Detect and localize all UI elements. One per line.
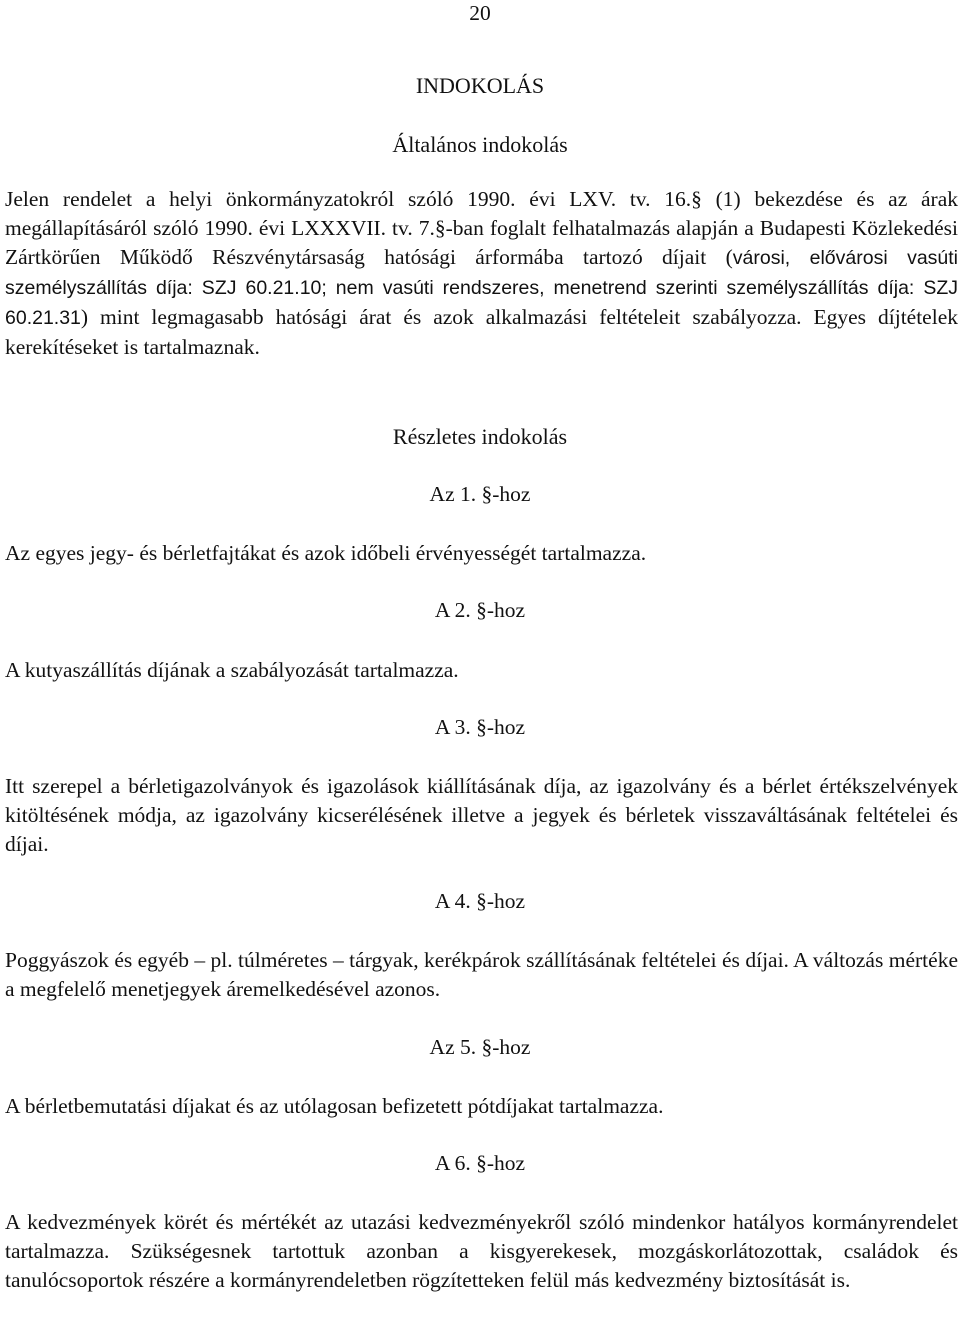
page-number: 20 — [469, 1, 491, 25]
general-heading: Általános indokolás — [392, 132, 568, 157]
detailed-heading: Részletes indokolás — [392, 424, 568, 449]
general-paragraph — [5, 185, 958, 362]
section-heading: A 2. §-hoz — [434, 598, 526, 622]
section-heading: Az 5. §-hoz — [429, 1035, 531, 1059]
general-paragraph-part1: Jelen rendelet a helyi önkormányzatokról szóló 1990. évi LXV. tv. 16.§ (1) bekezdése és az árak megállapításáról szóló 1990. évi LXXXVII. tv. 7.§-ban foglalt felhatalmazás alapján a Budapesti Közlekedési Zártkörűen Működő Részvénytársaság hatósági árformába tartozó díjait ( — [5, 187, 958, 269]
section-heading: A 6. §-hoz — [434, 1151, 526, 1175]
section-heading: A 3. §-hoz — [434, 715, 526, 739]
section-text: Poggyászok és egyéb – pl. túlméretes – tárgyak, kerékpárok szállításának feltételei és díjai. A változás mértéke a megfelelő menetjegyek áremelkedésével azonos. — [5, 948, 958, 1001]
general-paragraph-part2: városi, elővárosi vasúti személyszállítás díja: SZJ 60.21.10; nem vasúti rendszeres, menetrend szerinti személyszállítás díja: SZJ 60.21.31 — [5, 247, 959, 329]
section-text: A kedvezmények körét és mértékét az utazási kedvezményekről szóló mindenkor hatályos kormányrendelet tartalmazza. Szükségesnek tartottuk azonban a kisgyerekesek, mozgáskorlátozottak, családok és tanulócsoportok részére a kormányrendeletben rögzítetteken felül más kedvezmény biztosítását is. — [5, 1210, 958, 1292]
section-text: A kutyaszállítás díjának a szabályozását tartalmazza. — [5, 658, 459, 682]
section-text: A bérletbemutatási díjakat és az utólagosan befizetett pótdíjakat tartalmazza. — [5, 1094, 664, 1118]
general-paragraph-part3: ) mint legmagasabb hatósági árat és azok alkalmazási feltételeit szabályozza. Egyes díjtételek kerekítéseket is tartalmaznak. — [5, 305, 958, 359]
section-text: Az egyes jegy- és bérletfajtákat és azok időbeli érvényességét tartalmazza. — [5, 541, 647, 565]
page-title: INDOKOLÁS — [415, 73, 545, 98]
section-heading: A 4. §-hoz — [434, 889, 526, 913]
section-text: Itt szerepel a bérletigazolványok és igazolások kiállításának díja, az igazolvány és a bérlet értékszelvények kitöltésének módja, az igazolvány kicserélésének illetve a jegyek és bérletek visszaváltásának feltételei és díjai. — [5, 774, 958, 856]
section-heading: Az 1. §-hoz — [429, 482, 531, 506]
